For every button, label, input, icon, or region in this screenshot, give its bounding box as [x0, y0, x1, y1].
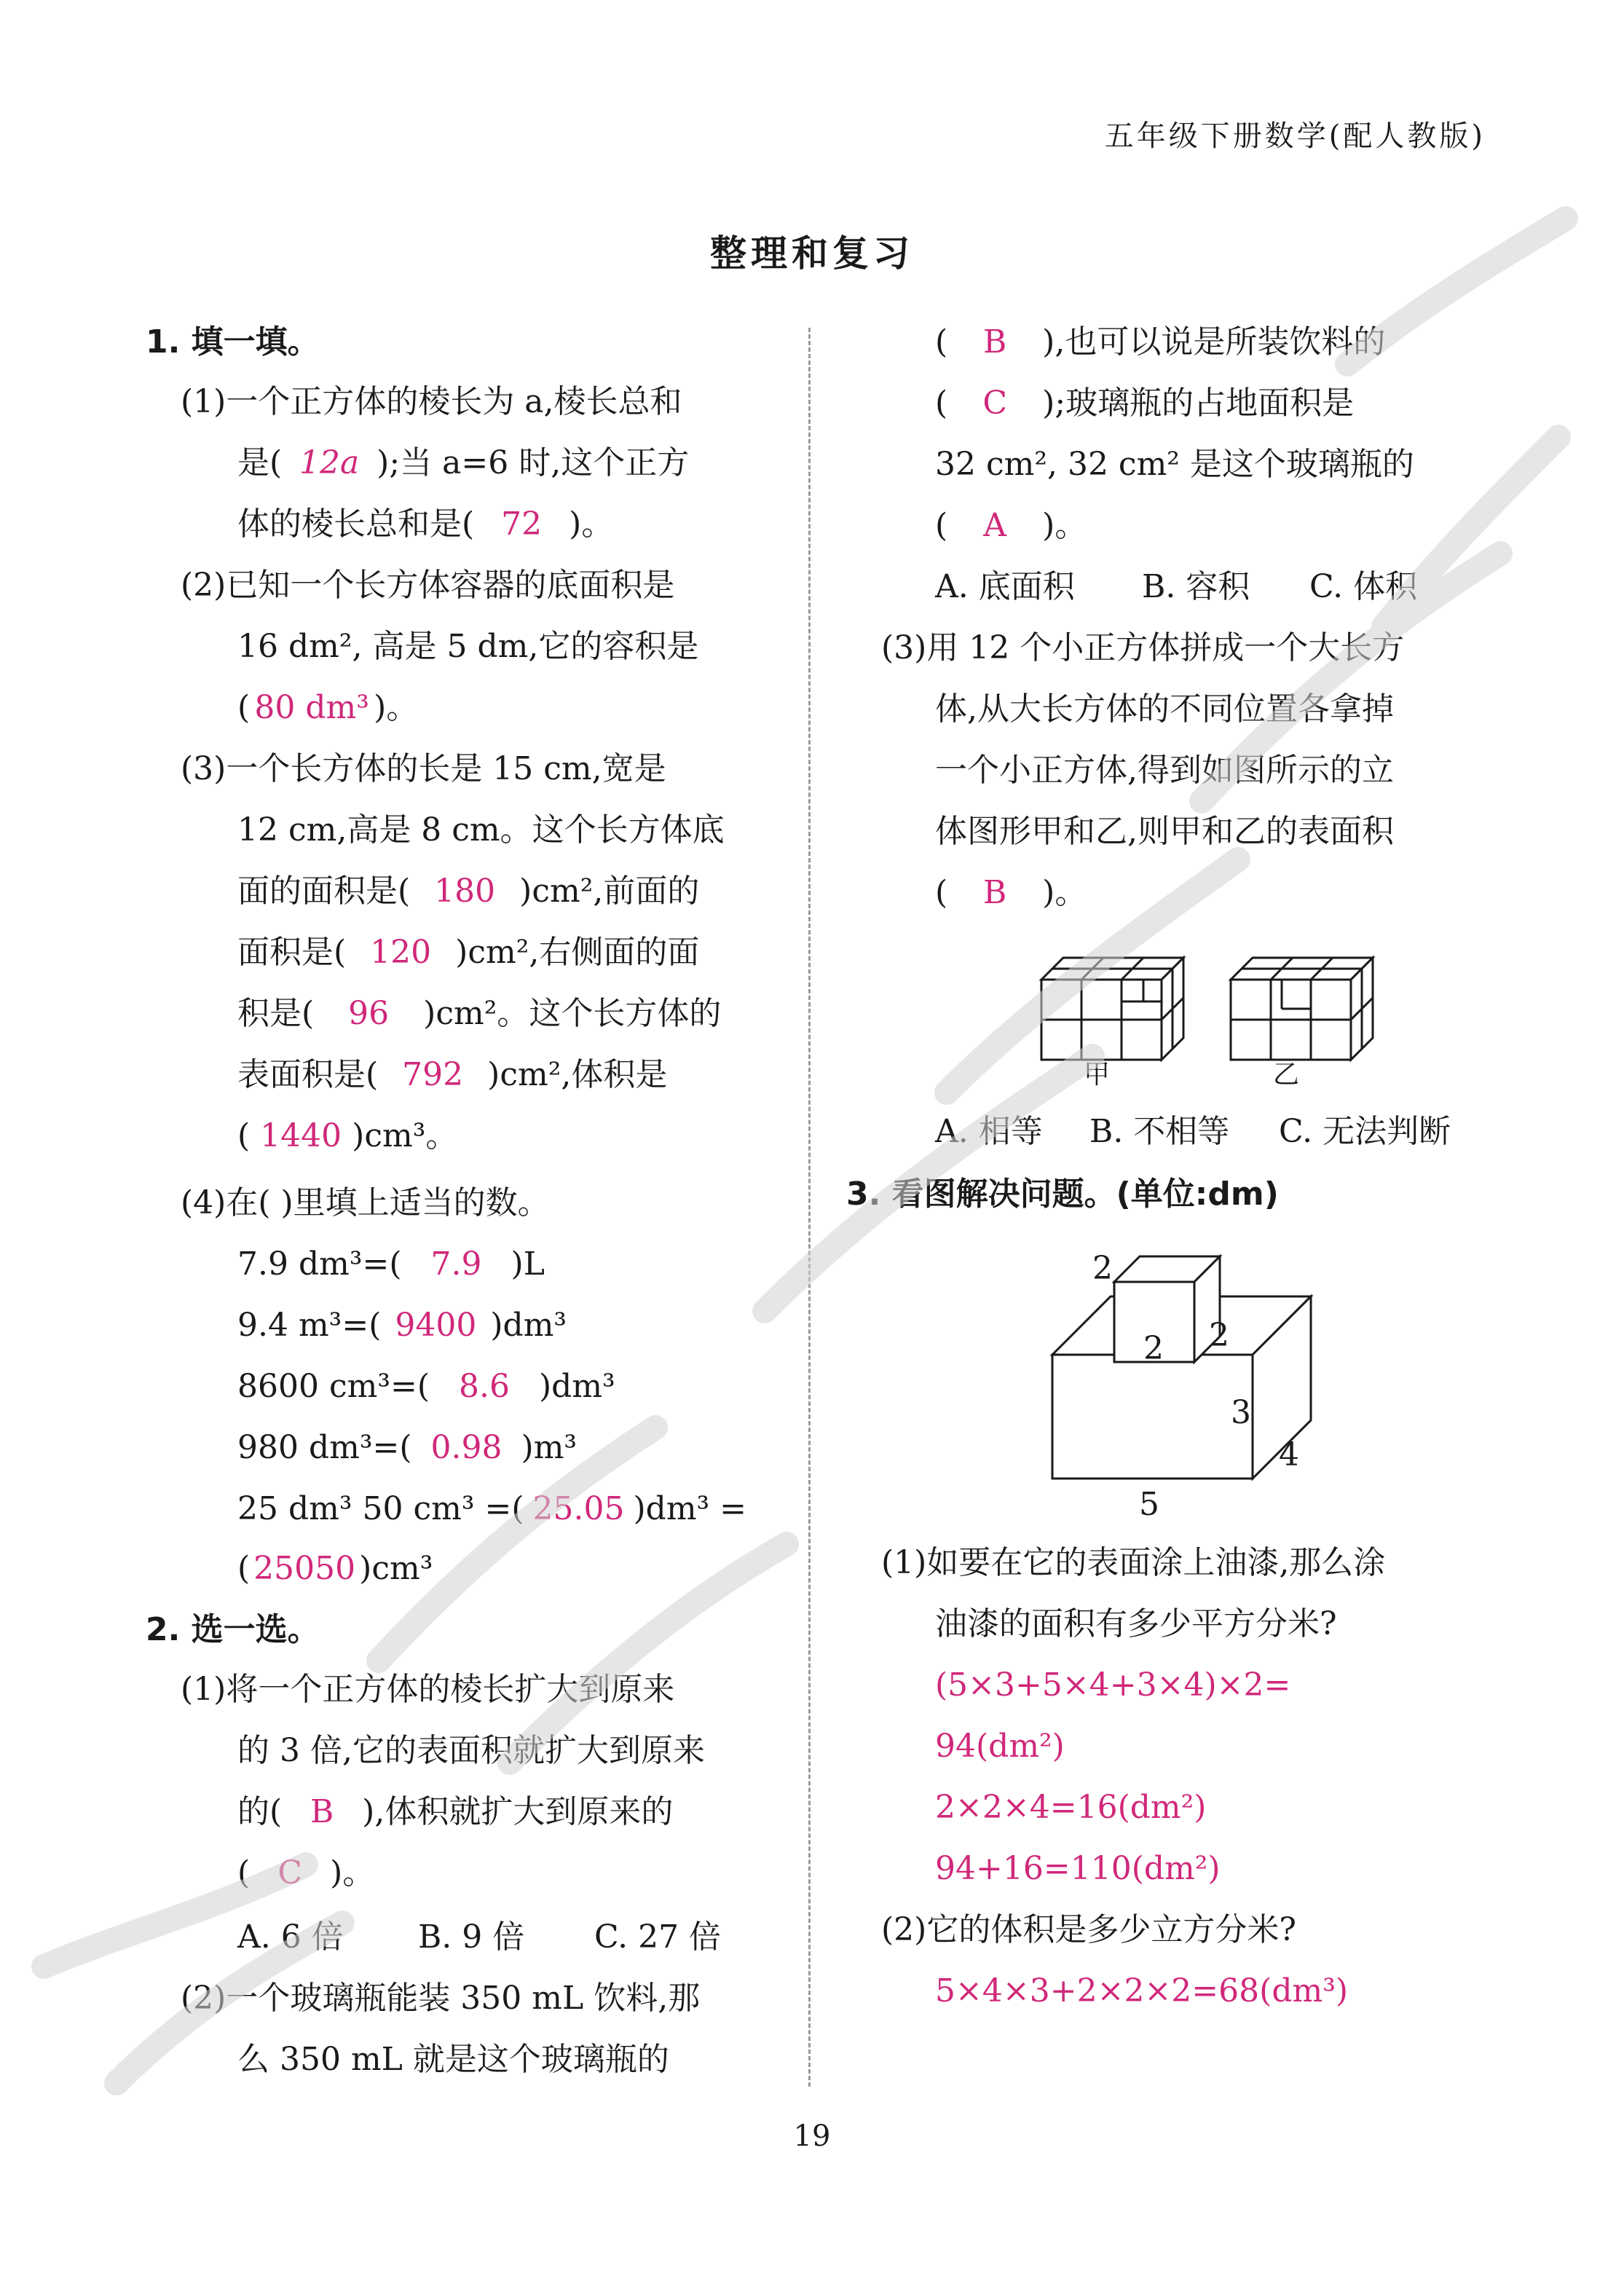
text: 面积是( — [237, 934, 347, 971]
q1-3-line6 — [237, 1053, 667, 1097]
q2-1-line2: 的 3 倍,它的表面积就扩大到原来 — [237, 1732, 705, 1769]
text: 9.4 m³=( — [237, 1307, 382, 1344]
q2-1-option-a: A. 6 倍 — [237, 1918, 344, 1956]
text: )cm²,前面的 — [519, 873, 700, 910]
answer-blank: B — [983, 874, 1007, 911]
figure-label-jia: 甲 — [1084, 1060, 1111, 1090]
text: 表面积是( — [237, 1056, 379, 1093]
text: 是( — [237, 444, 283, 481]
text: )。 — [569, 505, 614, 543]
q3-heading-text: 3. 看图解决问题。(单位:dm) — [846, 1176, 1279, 1213]
q1-4-line1: (4)在( )里填上适当的数。 — [181, 1184, 550, 1221]
q2-1-option-c: C. 27 倍 — [594, 1918, 722, 1956]
box-height-label: 3 — [1231, 1394, 1251, 1431]
q2-3-option-c: C. 无法判断 — [1279, 1113, 1451, 1150]
q1-3-line1: (3)一个长方体的长是 15 cm,宽是 — [181, 750, 666, 787]
q3-1-solution-3: 2×2×4=16(dm²) — [935, 1789, 1207, 1826]
q3-2-line1: (2)它的体积是多少立方分米? — [881, 1911, 1296, 1948]
answer-blank: C — [982, 385, 1007, 422]
text: ( — [237, 1550, 251, 1587]
q1-heading — [146, 320, 320, 364]
q1-2-line2: 16 dm², 高是 5 dm,它的容积是 — [237, 628, 699, 665]
q3-1-solution-1: (5×3+5×4+3×4)×2= — [935, 1666, 1291, 1704]
q1-2-line3 — [237, 686, 418, 730]
answer-blank: 25.05 — [532, 1490, 625, 1527]
q1-4-conv1 — [237, 1243, 545, 1286]
figure-yi — [1231, 958, 1373, 1060]
figure-jia — [1041, 958, 1183, 1060]
text: )cm³。 — [352, 1117, 458, 1154]
text: 积是( — [237, 995, 315, 1032]
text: )cm³ — [359, 1550, 433, 1587]
answer-blank: 7.9 — [430, 1245, 482, 1283]
q2-heading — [146, 1608, 320, 1652]
q1-3-line7 — [237, 1114, 457, 1158]
text: 的( — [237, 1793, 283, 1830]
answer-blank: 792 — [402, 1056, 464, 1093]
cube-depth-label: 2 — [1209, 1317, 1229, 1354]
box-width-label: 5 — [1139, 1486, 1159, 1523]
text: ( — [935, 385, 948, 422]
q3-heading — [846, 1173, 1279, 1216]
figure-label-yi: 乙 — [1273, 1060, 1300, 1090]
q1-1-line2 — [237, 441, 689, 485]
q2-2-cont-line2 — [935, 382, 1354, 425]
q2-1-line4 — [237, 1851, 374, 1895]
answer-blank: A — [983, 507, 1007, 544]
q2-1-option-b: B. 9 倍 — [418, 1918, 525, 1956]
text: )L — [511, 1245, 545, 1283]
text: ( — [935, 874, 948, 911]
text: )。 — [330, 1854, 375, 1891]
text: ( — [935, 323, 948, 361]
q2-2-line2: 么 350 mL 就是这个玻璃瓶的 — [237, 2041, 669, 2078]
text: 7.9 dm³=( — [237, 1245, 402, 1283]
q2-heading-text: 2. 选一选。 — [146, 1611, 320, 1648]
text: )m³ — [521, 1429, 578, 1466]
q2-2-cont-line3: 32 cm², 32 cm² 是这个玻璃瓶的 — [935, 446, 1414, 483]
q1-4-conv4 — [237, 1426, 577, 1470]
q2-2-option-a: A. 底面积 — [935, 568, 1075, 605]
column-divider — [808, 328, 811, 2087]
q1-3-line4 — [237, 931, 699, 975]
text: );当 a=6 时,这个正方 — [377, 444, 690, 481]
box-depth-label: 4 — [1279, 1436, 1299, 1473]
q1-4-conv6 — [237, 1547, 433, 1591]
text: )。 — [1042, 874, 1087, 911]
q2-3-option-a: A. 相等 — [935, 1113, 1043, 1150]
text: )cm²,体积是 — [487, 1056, 668, 1093]
text: ( — [237, 1117, 251, 1154]
text: 面的面积是( — [237, 873, 411, 910]
text: 体的棱长总和是( — [237, 505, 475, 543]
q3-1-solution-4: 94+16=110(dm²) — [935, 1850, 1221, 1887]
text: )dm³ — [490, 1307, 567, 1344]
q3-2-solution: 5×4×3+2×2×2=68(dm³) — [935, 1972, 1349, 2009]
answer-blank: 72 — [501, 505, 543, 543]
q3-1-line1: (1)如要在它的表面涂上油漆,那么涂 — [881, 1544, 1386, 1581]
cube-width-label: 2 — [1143, 1330, 1164, 1367]
answer-blank: 12a — [299, 444, 360, 481]
q2-2-line1: (2)一个玻璃瓶能装 350 mL 饮料,那 — [181, 1980, 701, 2017]
answer-blank: B — [310, 1793, 334, 1830]
page-title: 整理和复习 — [710, 232, 914, 275]
book-header: 五年级下册数学(配人教版) — [1104, 119, 1486, 153]
answer-blank: 8.6 — [459, 1368, 510, 1405]
text: )。 — [374, 689, 419, 726]
text: );玻璃瓶的占地面积是 — [1042, 385, 1355, 422]
text: )dm³ = — [633, 1490, 747, 1527]
q3-1-line2: 油漆的面积有多少平方分米? — [935, 1605, 1337, 1642]
q2-3-line1: (3)用 12 个小正方体拼成一个大长方 — [881, 629, 1405, 666]
text: ),体积就扩大到原来的 — [362, 1793, 674, 1830]
answer-blank: 25050 — [253, 1550, 356, 1587]
q2-2-cont-line1 — [935, 320, 1385, 364]
answer-blank: 1440 — [260, 1117, 342, 1154]
text: 980 dm³=( — [237, 1429, 412, 1466]
q1-4-conv3 — [237, 1365, 615, 1409]
text: )dm³ — [539, 1368, 615, 1405]
text: ( — [237, 1854, 251, 1891]
q1-3-line2: 12 cm,高是 8 cm。这个长方体底 — [237, 811, 725, 849]
q2-3-line3: 一个小正方体,得到如图所示的立 — [935, 752, 1394, 789]
cube-height-label: 2 — [1092, 1250, 1113, 1287]
text: ( — [935, 507, 948, 544]
q1-heading-text: 1. 填一填。 — [146, 323, 320, 361]
answer-blank: C — [277, 1854, 302, 1891]
q2-1-line1: (1)将一个正方体的棱长扩大到原来 — [181, 1671, 675, 1708]
page-number: 19 — [793, 2119, 831, 2153]
text: )。 — [1042, 507, 1087, 544]
answer-blank: 80 dm³ — [254, 689, 369, 726]
text: ( — [237, 689, 251, 726]
q2-3-line5 — [935, 871, 1087, 915]
answer-blank: 0.98 — [430, 1429, 502, 1466]
answer-blank: 180 — [434, 873, 496, 910]
q1-4-conv5 — [237, 1487, 746, 1531]
q2-2-cont-line4 — [935, 504, 1087, 548]
answer-blank: 120 — [370, 934, 432, 971]
text: ),也可以说是所装饮料的 — [1042, 323, 1386, 361]
q2-3-line2: 体,从大长方体的不同位置各拿掉 — [935, 690, 1394, 728]
text: 25 dm³ 50 cm³ =( — [237, 1490, 524, 1527]
q2-2-option-b: B. 容积 — [1142, 568, 1250, 605]
text: )cm²,右侧面的面 — [455, 934, 700, 971]
q2-2-option-c: C. 体积 — [1309, 568, 1418, 605]
q1-1-line3 — [237, 503, 613, 546]
q1-3-line3 — [237, 870, 699, 913]
text: 8600 cm³=( — [237, 1368, 430, 1405]
q1-1-line1: (1)一个正方体的棱长为 a,棱长总和 — [181, 383, 682, 420]
q2-3-line4: 体图形甲和乙,则甲和乙的表面积 — [935, 813, 1394, 850]
box-with-cube-figure — [1034, 1224, 1355, 1515]
q2-1-line3 — [237, 1790, 673, 1834]
q1-4-conv2 — [237, 1304, 567, 1347]
answer-blank: B — [983, 323, 1007, 361]
q1-2-line1: (2)已知一个长方体容器的底面积是 — [181, 567, 675, 604]
text: )cm²。这个长方体的 — [423, 995, 722, 1032]
answer-blank: 9400 — [395, 1307, 477, 1344]
answer-blank: 96 — [348, 995, 390, 1032]
q1-3-line5 — [237, 992, 721, 1036]
q3-1-solution-2: 94(dm²) — [935, 1728, 1065, 1765]
q2-3-option-b: B. 不相等 — [1089, 1113, 1230, 1150]
